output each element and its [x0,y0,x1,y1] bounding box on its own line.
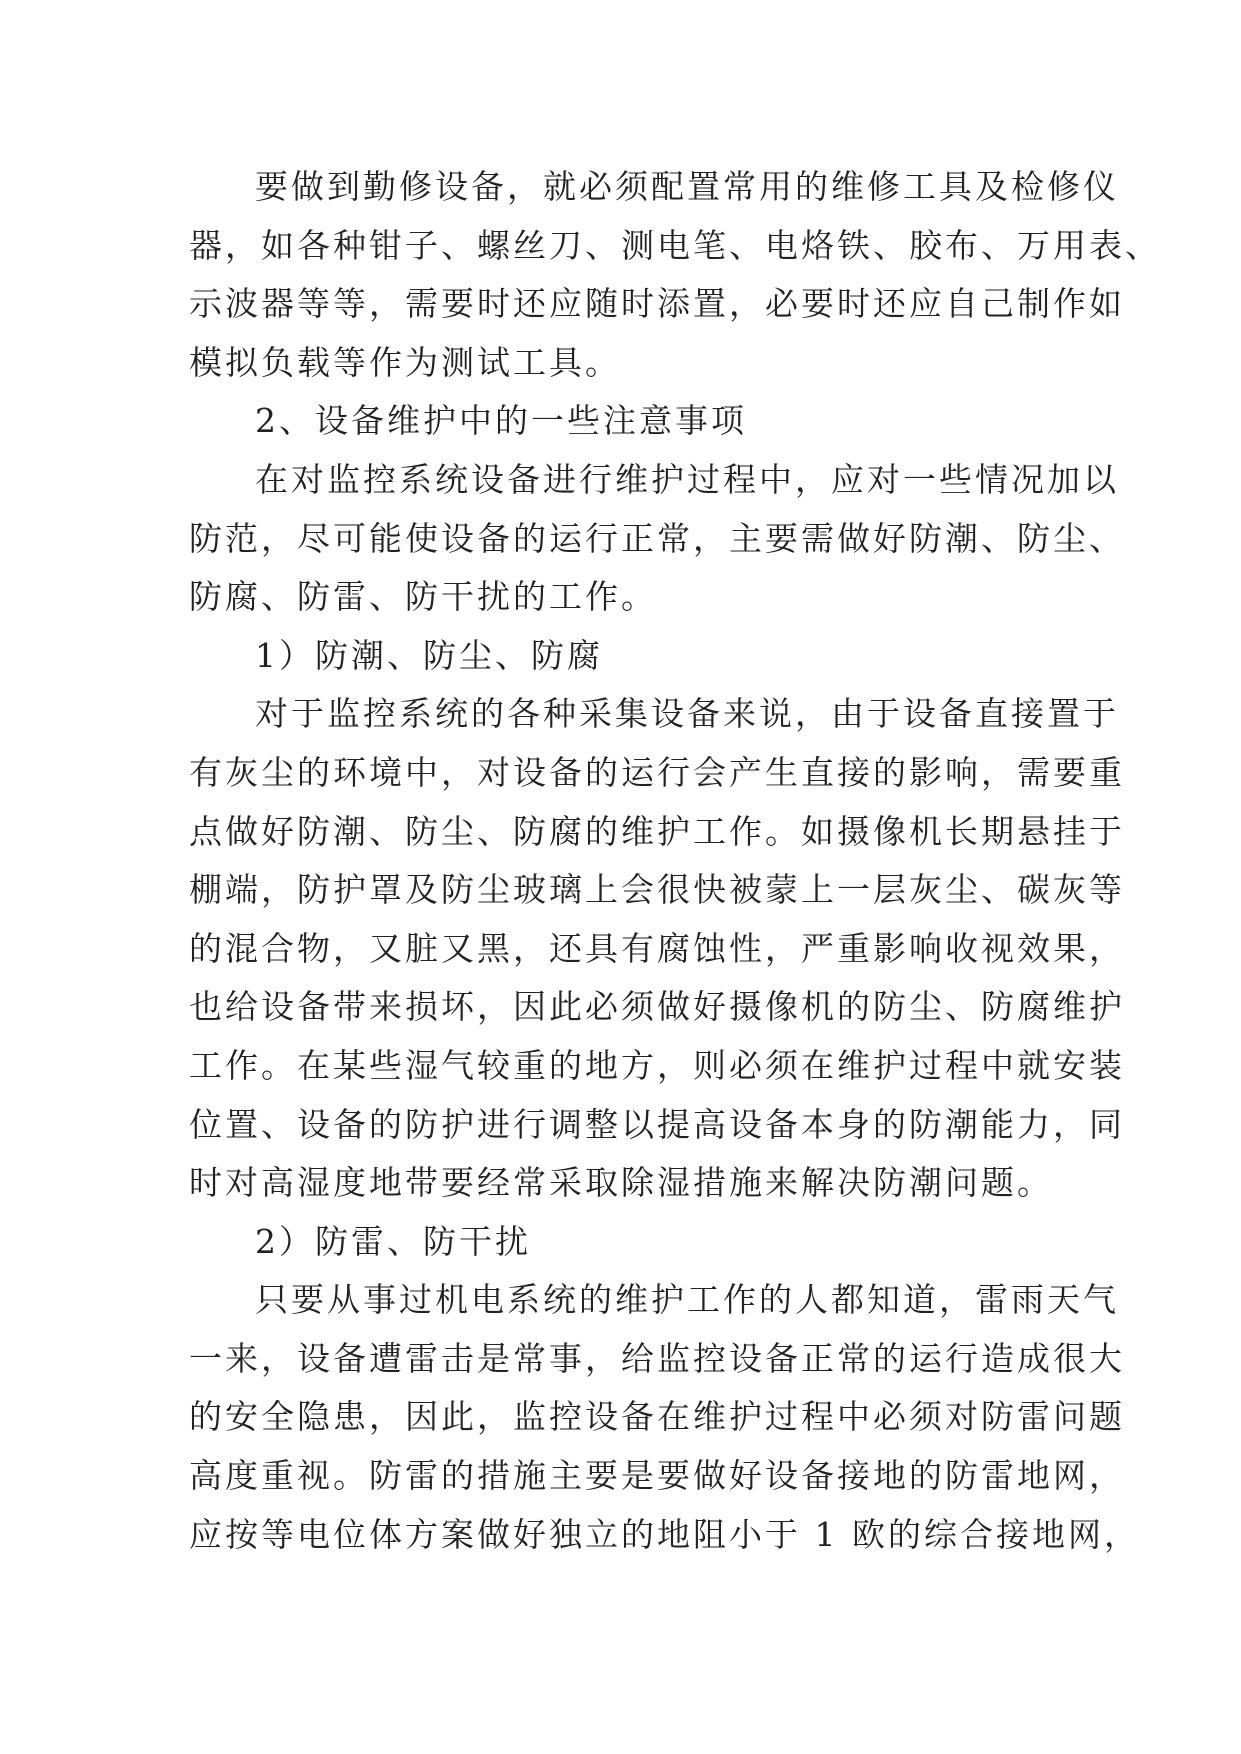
paragraph-line: 的混合物，又脏又黑，还具有腐蚀性，严重影响收视效果， [189,928,1125,968]
paragraph-line: 一来，设备遭雷击是常事，给监控设备正常的运行造成很大 [189,1338,1125,1378]
paragraph-line: 有灰尘的环境中，对设备的运行会产生直接的影响，需要重 [189,752,1125,792]
paragraph-line: 示波器等等，需要时还应随时添置，必要时还应自己制作如 [189,284,1125,324]
section-heading: 2、设备维护中的一些注意事项 [255,401,747,441]
paragraph-line: 位置、设备的防护进行调整以提高设备本身的防潮能力，同 [189,1104,1125,1144]
paragraph-line: 防腐、防雷、防干扰的工作。 [189,577,657,617]
paragraph-line: 只要从事过机电系统的维护工作的人都知道，雷雨天气 [255,1280,1119,1320]
paragraph-line: 要做到勤修设备，就必须配置常用的维修工具及检修仪 [255,167,1119,206]
subsection-heading: 1）防潮、防尘、防腐 [255,635,603,675]
paragraph-line: 高度重视。防雷的措施主要是要做好设备接地的防雷地网， [189,1456,1125,1496]
paragraph-line: 的安全隐患，因此，监控设备在维护过程中必须对防雷问题 [189,1397,1125,1437]
paragraph-line: 时对高湿度地带要经常采取除湿措施来解决防潮问题。 [189,1163,1053,1203]
paragraph-line: 防范，尽可能使设备的运行正常，主要需做好防潮、防尘、 [189,518,1125,558]
paragraph-line: 工作。在某些湿气较重的地方，则必须在维护过程中就安装 [189,1045,1125,1085]
paragraph-line: 棚端，防护罩及防尘玻璃上会很快被蒙上一层灰尘、碳灰等 [189,870,1125,910]
subsection-heading: 2）防雷、防干扰 [255,1221,531,1261]
paragraph-line: 应按等电位体方案做好独立的地阻小于 1 欧的综合接地网， [189,1514,1140,1554]
paragraph-line: 模拟负载等作为测试工具。 [189,342,621,382]
paragraph-line: 点做好防潮、防尘、防腐的维护工作。如摄像机长期悬挂于 [189,811,1125,851]
paragraph-line: 对于监控系统的各种采集设备来说，由于设备直接置于 [255,694,1119,734]
body-text [189,158,1161,1564]
paragraph-line: 在对监控系统设备进行维护过程中，应对一些情况加以 [255,459,1119,499]
paragraph-line: 器，如各种钳子、螺丝刀、测电笔、电烙铁、胶布、万用表、 [189,225,1161,265]
paragraph-line: 也给设备带来损坏，因此必须做好摄像机的防尘、防腐维护 [189,987,1125,1027]
